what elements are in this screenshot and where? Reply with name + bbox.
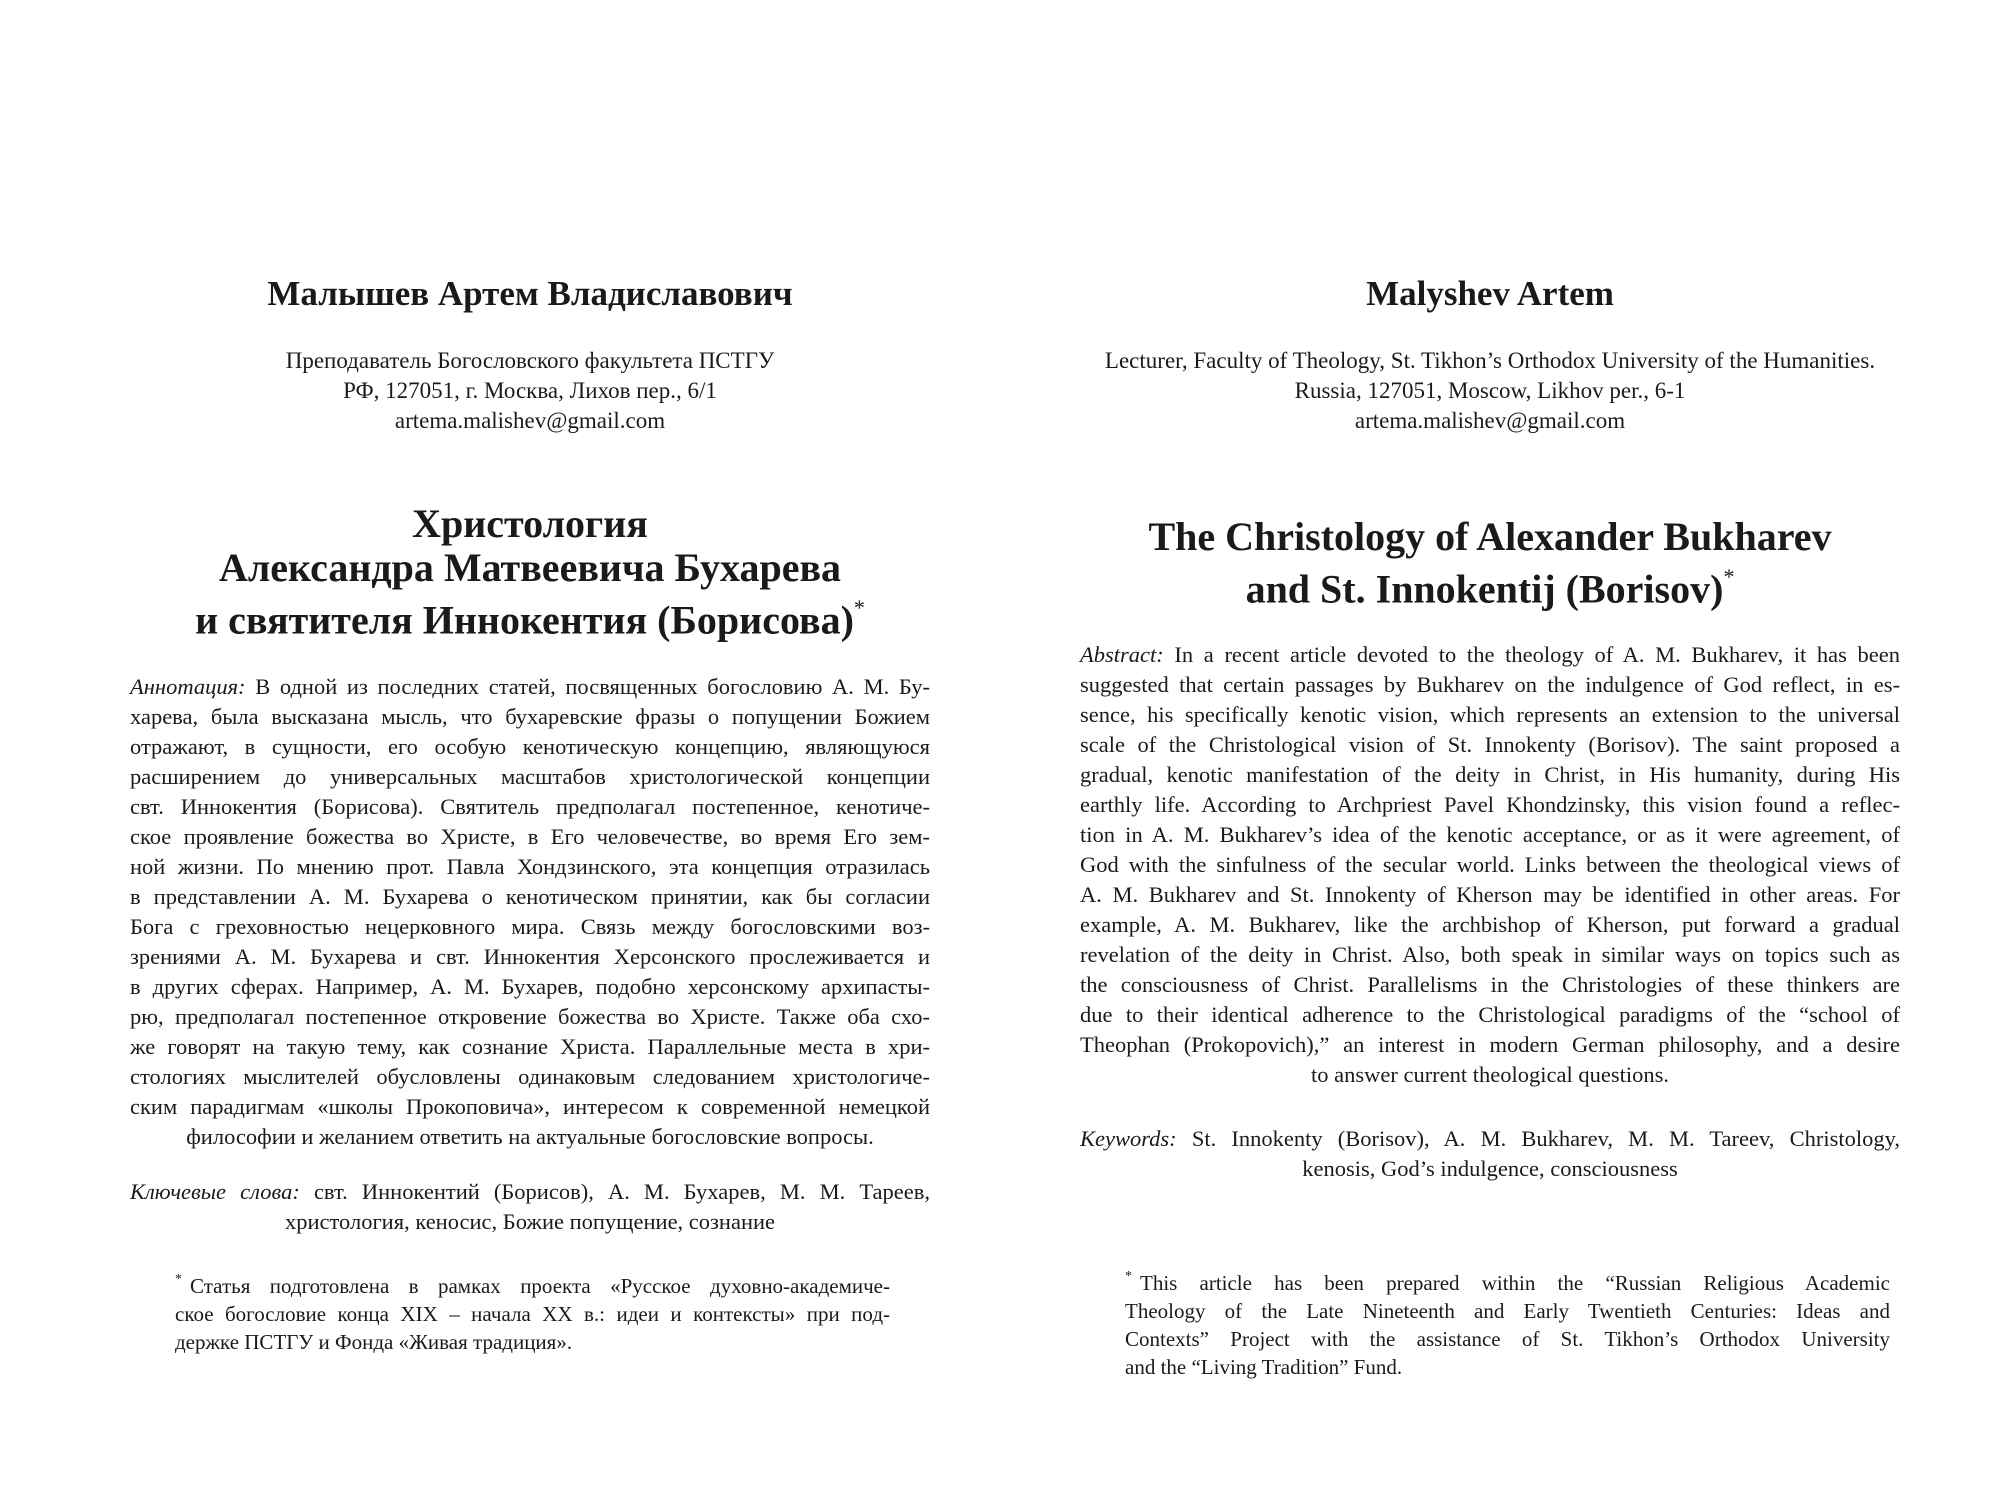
abstract-line: Аннотация: В одной из последних статей, посвященных богословию А. М. Бу- <box>130 674 930 699</box>
abstract-line: scale of the Christological vision of St. Innokenty (Borisov). The saint proposed a <box>1080 732 1900 757</box>
abstract-line: to answer current theological questions. <box>1310 1062 1670 1087</box>
left-page <box>130 0 930 1487</box>
abstract-line: рю, предполагал постепенное откровение божества во Христе. Также оба схо- <box>130 1004 930 1029</box>
abstract-line: отражают, в сущности, его особую кенотическую концепцию, являющуюся <box>130 734 930 759</box>
author-name: Malyshev Artem <box>1366 274 1614 313</box>
abstract-line: suggested that certain passages by Bukharev on the indulgence of God reflect, in es- <box>1080 672 1900 697</box>
abstract-line: свт. Иннокентия (Борисова). Святитель предполагал постепенное, кенотиче- <box>130 794 930 819</box>
footnote-marker: * <box>853 595 865 620</box>
article-title <box>130 502 930 642</box>
footnote <box>175 1268 890 1356</box>
keywords <box>130 1177 930 1237</box>
abstract-label: Аннотация: <box>130 674 246 699</box>
footnote-marker: * <box>175 1272 182 1287</box>
abstract-line: gradual, kenotic manifestation of the deity in Christ, in His humanity, during His <box>1080 762 1900 787</box>
abstract-line: расширением до универсальных масштабов христологической концепции <box>130 764 930 789</box>
title-line: и святителя Иннокентия (Борисова)* <box>195 595 865 643</box>
abstract-line: the consciousness of Christ. Parallelisms in the Christologies of these thinkers are <box>1080 972 1900 997</box>
author-affiliation <box>130 346 930 436</box>
affiliation-line: РФ, 127051, г. Москва, Лихов пер., 6/1 <box>343 378 717 403</box>
abstract-line: Abstract: In a recent article devoted to the theology of A. M. Bukharev, it has been <box>1080 642 1900 667</box>
footnote-marker: * <box>1125 1269 1132 1284</box>
abstract-line: Theophan (Prokopovich),” an interest in modern German philosophy, and a desire <box>1080 1032 1900 1057</box>
footnote-marker: * <box>1723 564 1735 589</box>
keywords-line: Keywords: St. Innokenty (Borisov), A. M. Bukharev, M. M. Tareev, Christology, <box>1080 1126 1900 1151</box>
keywords <box>1080 1124 1900 1184</box>
footnote-line: and the “Living Tradition” Fund. <box>1125 1355 1403 1379</box>
title-line: The Christology of Alexander Bukharev <box>1148 514 1832 559</box>
abstract-line: Бога с греховностью нецерковного мира. Связь между богословскими воз- <box>130 914 930 939</box>
abstract-line: example, A. M. Bukharev, like the archbishop of Kherson, put forward a gradual <box>1080 912 1900 937</box>
keywords-line: kenosis, God’s indulgence, consciousness <box>1302 1156 1678 1181</box>
abstract-line: tion in A. M. Bukharev’s idea of the kenotic acceptance, or as it were agreement, of <box>1080 822 1900 847</box>
article-title <box>1080 515 1900 611</box>
abstract-line: revelation of the deity in Christ. Also, both speak in similar ways on topics such as <box>1080 942 1900 967</box>
title-line: Христология <box>412 501 648 546</box>
author-email: artema.malishev@gmail.com <box>1354 408 1626 433</box>
title-line: and St. Innokentij (Borisov)* <box>1245 564 1735 612</box>
abstract-line: стологиях мыслителей обусловлены одинаковым следованием христологиче- <box>130 1064 930 1089</box>
footnote-line: * Статья подготовлена в рамках проекта «Русское духовно-академиче- <box>175 1272 890 1298</box>
author-email: artema.malishev@gmail.com <box>394 408 666 433</box>
abstract-line: sence, his specifically kenotic vision, which represents an extension to the universal <box>1080 702 1900 727</box>
abstract-line: философии и желанием ответить на актуальные богословские вопросы. <box>186 1124 874 1149</box>
footnote-line: Theology of the Late Nineteenth and Early Twentieth Centuries: Ideas and <box>1125 1299 1890 1323</box>
affiliation-line: Преподаватель Богословского факультета ПСТГУ <box>285 348 775 373</box>
keywords-label: Keywords: <box>1080 1126 1177 1151</box>
abstract-line: зрениями А. М. Бухарева и свт. Иннокентия Херсонского прослеживается и <box>130 944 930 969</box>
abstract <box>130 672 930 1152</box>
affiliation-line: Russia, 127051, Moscow, Likhov per., 6-1 <box>1294 378 1686 403</box>
abstract-line: в других сферах. Например, А. М. Бухарев, подобно херсонскому архипасты- <box>130 974 930 999</box>
keywords-line: Ключевые слова: свт. Иннокентий (Борисов), А. М. Бухарев, М. М. Тареев, <box>130 1179 930 1204</box>
title-line: Александра Матвеевича Бухарева <box>218 545 842 590</box>
footnote-line: Contexts” Project with the assistance of St. Tikhon’s Orthodox University <box>1125 1327 1890 1351</box>
abstract-line: due to their identical adherence to the Christological paradigms of the “school of <box>1080 1002 1900 1027</box>
footnote-line: * This article has been prepared within the “Russian Religious Academic <box>1125 1269 1890 1295</box>
right-page <box>1080 0 1900 1487</box>
abstract-line: же говорят на такую тему, как сознание Христа. Параллельные места в хри- <box>130 1034 930 1059</box>
footnote-line: держке ПСТГУ и Фонда «Живая традиция». <box>175 1330 573 1354</box>
footnote <box>1125 1265 1890 1381</box>
abstract-line: God with the sinfulness of the secular world. Links between the theological views of <box>1080 852 1900 877</box>
abstract-line: в представлении А. М. Бухарева о кенотическом принятии, как бы согласии <box>130 884 930 909</box>
abstract-line: ной жизни. По мнению прот. Павла Хондзинского, эта концепция отразилась <box>130 854 930 879</box>
abstract-label: Abstract: <box>1080 642 1164 667</box>
footnote-line: ское богословие конца XIX – начала XX в.: идеи и контексты» при под- <box>175 1302 890 1326</box>
keywords-label: Ключевые слова: <box>130 1179 300 1204</box>
abstract-line: харева, была высказана мысль, что бухаревские фразы о попущении Божием <box>130 704 930 729</box>
author-name: Малышев Артем Владиславович <box>267 274 793 313</box>
abstract <box>1080 640 1900 1090</box>
abstract-line: A. M. Bukharev and St. Innokenty of Kherson may be identified in other areas. For <box>1080 882 1900 907</box>
abstract-line: ским парадигмам «школы Прокоповича», интересом к современной немецкой <box>130 1094 930 1119</box>
affiliation-line: Lecturer, Faculty of Theology, St. Tikhon’s Orthodox University of the Humanities. <box>1104 348 1876 373</box>
abstract-line: earthly life. According to Archpriest Pavel Khondzinsky, this vision found a reflec- <box>1080 792 1900 817</box>
abstract-line: ское проявление божества во Христе, в Его человечестве, во время Его зем- <box>130 824 930 849</box>
keywords-line: христология, кеносис, Божие попущение, сознание <box>284 1209 776 1234</box>
author-affiliation <box>1080 346 1900 436</box>
